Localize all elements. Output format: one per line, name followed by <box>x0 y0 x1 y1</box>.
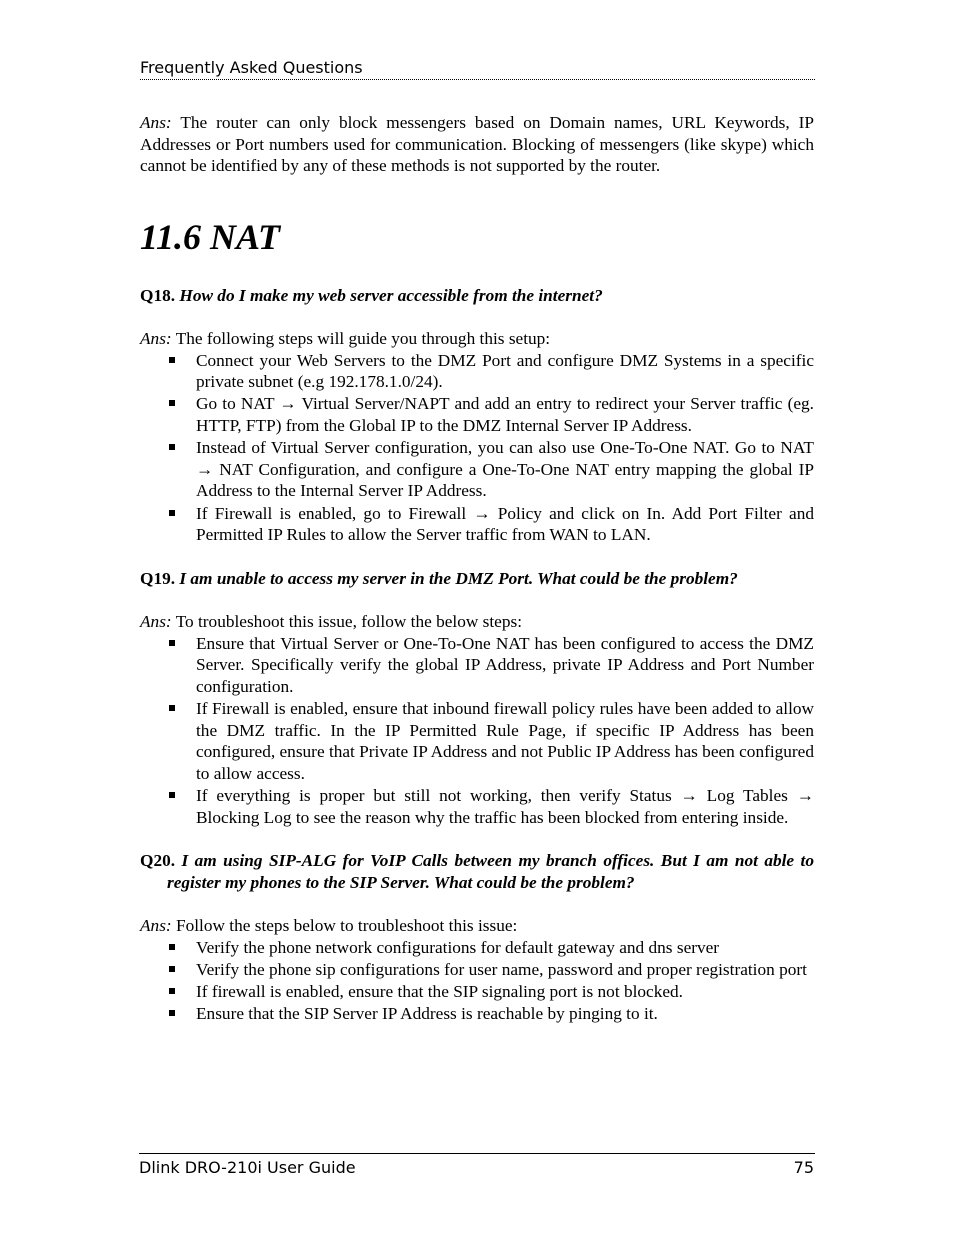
list-item-text: If firewall is enabled, ensure that the SIP signaling port is not blocked. <box>196 982 683 1002</box>
list-item-text: Ensure that the SIP Server IP Address is reachable by pinging to it. <box>196 1004 658 1024</box>
spacer <box>140 546 814 568</box>
spacer <box>140 829 814 851</box>
list-item <box>196 981 814 1003</box>
bullet-icon <box>169 792 175 798</box>
answer-label: Ans: <box>140 612 172 632</box>
bullet-icon <box>169 988 175 994</box>
section-title: 11.6 NAT <box>140 216 281 257</box>
q20-steps-list <box>140 937 814 1025</box>
list-item <box>196 633 814 698</box>
answer-text: The following steps will guide you through this setup: <box>171 328 551 348</box>
bullet-icon <box>169 966 175 972</box>
bullet-icon <box>169 705 175 711</box>
list-item <box>196 698 814 784</box>
question-q20 <box>140 850 814 893</box>
list-item <box>196 1003 814 1025</box>
answer-q19 <box>140 611 814 633</box>
list-item <box>196 959 814 981</box>
question-q18 <box>140 285 814 307</box>
spacer <box>140 589 814 611</box>
footer-title: Dlink DRO-210i User Guide <box>139 1158 356 1177</box>
running-header: Frequently Asked Questions <box>140 57 815 80</box>
list-item <box>196 350 814 393</box>
list-item-text: Ensure that Virtual Server or One-To-One NAT has been configured to access the DMZ Server. Specifically verify the global IP Address, private IP Address and Port Number configuration. <box>196 633 814 696</box>
bullet-icon <box>169 510 175 516</box>
spacer <box>140 306 814 328</box>
answer-text: To troubleshoot this issue, follow the below steps: <box>171 612 523 632</box>
page-content <box>140 112 814 1026</box>
bullet-icon <box>169 640 175 646</box>
list-item-text: Verify the phone network configurations for default gateway and dns server <box>196 937 720 957</box>
answer-label: Ans: <box>140 113 172 132</box>
list-item-text: If Firewall is enabled, ensure that inbound firewall policy rules have been added to allow the DMZ traffic. In the IP Permitted Rule Page, if specific IP Address has been configured, ensure that Private IP Address and not Public IP Address has been configured to allow access. <box>196 699 814 783</box>
list-item-text: Connect your Web Servers to the DMZ Port and configure DMZ Systems in a specific private subnet (e.g 192.178.1.0/24). <box>196 350 814 392</box>
running-footer <box>139 1153 815 1179</box>
list-item-text: If Firewall is enabled, go to Firewall → Policy and click on In. Add Port Filter and Permitted IP Rules to allow the Server traffic from WAN to LAN. <box>196 503 814 545</box>
question-number: Q18. <box>140 285 176 305</box>
answer-q20 <box>140 915 814 937</box>
answer-q18 <box>140 328 814 350</box>
q19-steps-list <box>140 633 814 829</box>
list-item <box>196 503 814 546</box>
list-item-text: Instead of Virtual Server configuration, you can also use One-To-One NAT. Go to NAT → NAT Configuration, and configure a One-To-One NAT entry mapping the global IP Address to the Internal Server IP Address. <box>196 438 814 501</box>
question-number: Q19. <box>140 568 176 588</box>
answer-text: The router can only block messengers based on Domain names, URL Keywords, IP Addresses or Port numbers used for communication. Blocking of messengers (like skype) which cannot be identified by any of these methods is not supported by the router. <box>140 113 814 176</box>
list-item <box>196 393 814 436</box>
question-text: How do I make my web server accessible from the internet? <box>179 285 603 305</box>
q18-steps-list <box>140 350 814 546</box>
intro-answer <box>140 112 814 177</box>
list-item <box>196 785 814 828</box>
answer-label: Ans: <box>140 328 172 348</box>
bullet-icon <box>169 444 175 450</box>
bullet-icon <box>169 944 175 950</box>
bullet-icon <box>169 400 175 406</box>
question-number: Q20. <box>140 851 176 871</box>
answer-text: Follow the steps below to troubleshoot this issue: <box>171 916 518 936</box>
question-q19 <box>140 568 814 590</box>
list-item-text: Go to NAT → Virtual Server/NAPT and add an entry to redirect your Server traffic (eg. HTTP, FTP) from the Global IP to the DMZ Internal Server IP Address. <box>196 394 814 435</box>
answer-label: Ans: <box>140 916 172 936</box>
list-item <box>196 937 814 959</box>
question-text: I am using SIP-ALG for VoIP Calls between my branch offices. But I am not able to register my phones to the SIP Server. What could be the problem? <box>167 851 814 892</box>
list-item-text: If everything is proper but still not working, then verify Status → Log Tables → Blocking Log to see the reason why the traffic has been blocked from entering inside. <box>196 786 814 827</box>
bullet-icon <box>169 1010 175 1016</box>
page-number: 75 <box>793 1158 814 1177</box>
list-item <box>196 437 814 502</box>
spacer <box>140 894 814 916</box>
list-item-text: Verify the phone sip configurations for user name, password and proper registration port <box>196 959 807 979</box>
bullet-icon <box>169 357 175 363</box>
question-text: I am unable to access my server in the DMZ Port. What could be the problem? <box>179 568 738 588</box>
